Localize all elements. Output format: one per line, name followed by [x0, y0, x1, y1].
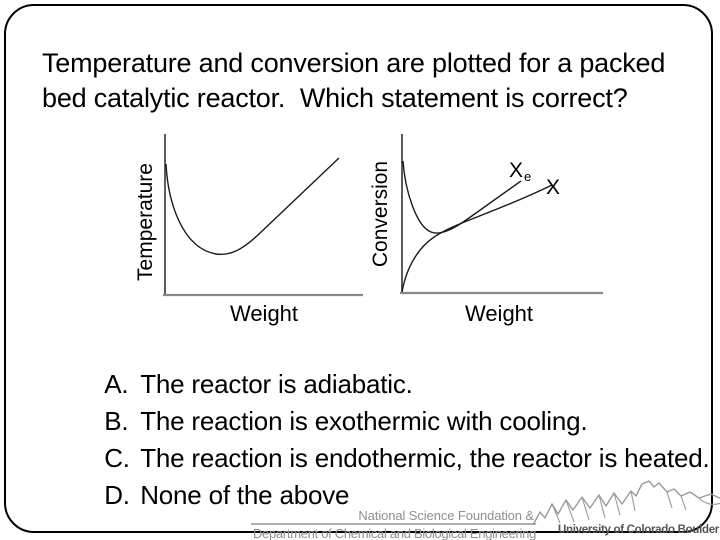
option-c-letter: C. — [104, 443, 130, 473]
equilibrium-conversion-curve — [403, 159, 524, 233]
department-credit: Department of Chemical and Biological Engineering — [252, 526, 536, 540]
option-a-letter: A. — [104, 369, 129, 399]
university-wordmark: University of Colorado Boulder — [558, 524, 719, 536]
option-b-text: The reaction is exothermic with cooling. — [140, 406, 588, 436]
conversion-curve — [402, 185, 552, 292]
footer-divider — [251, 523, 536, 525]
question-title-line-1: Temperature and conversion are plotted for a packed — [42, 48, 666, 78]
equilibrium-conversion-label: X — [509, 159, 524, 182]
option-c-text: The reaction is endothermic, the reactor is heated. — [140, 443, 710, 473]
mountain-right-tail-line — [699, 498, 720, 504]
conversion-label: X — [546, 176, 561, 199]
conversion-plot — [367, 120, 611, 328]
equilibrium-conversion-subscript: e — [524, 169, 532, 184]
option-d-letter: D. — [104, 480, 130, 510]
mountain-ridge-line — [533, 481, 720, 525]
temperature-ylabel: Temperature — [134, 163, 157, 281]
option-d-text: None of the above — [140, 480, 350, 510]
conversion-xlabel: Weight — [464, 301, 534, 326]
nsf-credit: National Science Foundation & — [358, 508, 534, 523]
question-title — [42, 46, 682, 116]
mountain-facet-strokes — [552, 491, 686, 523]
temperature-xlabel: Weight — [229, 301, 299, 326]
option-a-text: The reactor is adiabatic. — [140, 369, 413, 399]
temperature-curve — [166, 158, 339, 254]
conversion-ylabel: Conversion — [369, 160, 392, 268]
flatirons-mountain-icon — [532, 478, 720, 528]
question-title-line-2: bed catalytic reactor. Which statement is correct? — [42, 83, 628, 113]
option-b-letter: B. — [104, 406, 129, 436]
temperature-plot — [112, 120, 366, 328]
slide-border — [4, 4, 719, 540]
